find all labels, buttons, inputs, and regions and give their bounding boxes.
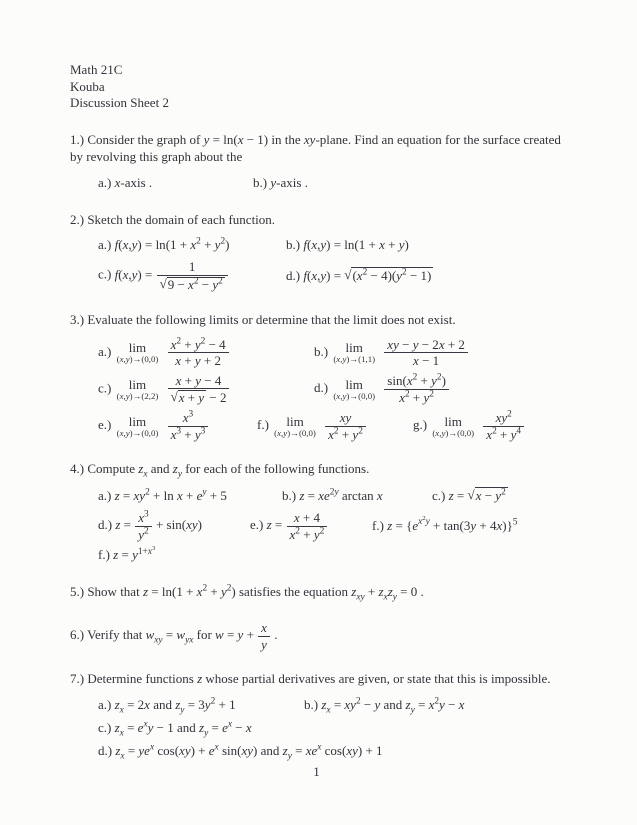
items-row — [98, 487, 563, 505]
items-row — [98, 175, 563, 192]
document-header — [70, 62, 563, 112]
problem-item: c.) $z = √x - y^2$ — [432, 487, 506, 504]
problem-1 — [70, 132, 563, 192]
problem-item: a.) lim (x,y)→(0,0) $\frac{x^2 + y^2 - 4}{x + y + 2}$ — [98, 338, 314, 368]
problem-item: f.) lim (x,y)→(0,0) $\frac{xy}{x^2 + y^2}$ — [257, 411, 413, 441]
problem-statement: 6.) Verify that $w_{xy} = w_{yx}$ for w = y + $\frac{x}{y}$ . — [70, 620, 278, 652]
items-row — [98, 237, 563, 254]
problem-statement: 1.) Consider the graph of y = ln(x − 1) in the xy-plane. Find an equation for the surface created by revolving this graph about the — [70, 131, 561, 164]
problem-item: a.) $z = xy^2 + \ln x + e^y + 5$ — [98, 487, 227, 503]
problem-item: b.) $z_x = xy^2 - y$ and $z_y = x^2y - x$ — [304, 697, 465, 716]
problem-item: d.) lim (x,y)→(0,0) $\frac{\sin(x^2 + y^2)}{x^2 + y^2}$ — [314, 374, 563, 404]
items-row — [98, 720, 563, 737]
problem-item: d.) $f(x,y) = √(x^2 - 4)(y^2 - 1)$ — [286, 267, 432, 284]
problem-item: g.) lim (x,y)→(0,0) $\frac{xy^2}{x^2 + y^4}$ — [413, 411, 563, 441]
problem-5 — [70, 584, 563, 601]
header-instructor: Kouba — [70, 78, 105, 94]
problem-item: e.) z = $\frac{x + 4}{x^2 + y^2}$ — [250, 511, 372, 541]
problem-item: f.) $z = \{e^{x^2y} + \tan(3y + 4x)\}^5$ — [372, 515, 518, 533]
items-row — [98, 544, 563, 564]
items-row — [98, 697, 563, 714]
problem-4 — [70, 461, 563, 564]
problem-items — [70, 697, 563, 760]
items-row — [98, 743, 563, 760]
problem-7 — [70, 671, 563, 760]
problem-item: c.) f(x,y) = $\frac{1}{√9 - x^2 - y^2}$ — [98, 260, 286, 291]
problem-item: a.) $z_x = 2x$ and $z_y = 3y^2 + 1$ — [98, 697, 236, 716]
problem-statement: 4.) Compute $z_x$ and $z_y$ for each of the following functions. — [70, 461, 370, 480]
problem-2 — [70, 212, 563, 292]
problem-statement: 2.) Sketch the domain of each function. — [70, 211, 276, 227]
problem-item: a.) $f(x,y) = \ln(1 + x^2 + y^2)$ — [98, 237, 230, 253]
items-row — [98, 260, 563, 291]
problem-item: e.) lim (x,y)→(0,0) $\frac{x^3}{x^3 + y^3}$ — [98, 411, 257, 441]
problem-statement: 3.) Evaluate the following limits or determine that the limit does not exist. — [70, 311, 456, 327]
problem-item: b.) $z = xe^{2y}$ arctan x — [282, 487, 383, 503]
problem-item: c.) $z_x = e^xy - 1$ and $z_y = e^x - x$ — [98, 719, 252, 739]
problem-items — [70, 338, 563, 442]
problem-statement: 5.) Show that $z = \ln(1 + x^2 + y^2)$ satisfies the equation $z_{xy} + z_xz_y = 0$ . — [70, 583, 424, 603]
items-row — [98, 511, 563, 541]
items-row — [98, 411, 563, 441]
problem-item: f.) $z = y^{1+x^3}$ — [98, 544, 156, 563]
header-course: Math 21C — [70, 62, 123, 77]
problem-item: a.) x-axis . — [98, 174, 153, 190]
problem-6 — [70, 621, 563, 651]
problem-item: b.) f(x,y) = ln(1 + x + y) — [286, 237, 409, 253]
problem-3 — [70, 312, 563, 442]
problem-item: b.) y-axis . — [253, 174, 308, 190]
problem-item: d.) z = $\frac{x^3}{y^2}$ + sin(xy) — [98, 509, 202, 542]
problem-item: b.) lim (x,y)→(1,1) $\frac{xy - y - 2x + 2}{x - 1}$ — [314, 338, 563, 368]
page-number: 1 — [313, 764, 320, 780]
problem-items — [70, 175, 563, 192]
items-row — [98, 374, 563, 405]
header-sheet-title: Discussion Sheet 2 — [70, 95, 169, 111]
items-row — [98, 338, 563, 368]
problem-item: d.) $z_x = ye^x$ $\cos(xy) + e^x$ sin(xy) and $z_y = xe^x$ cos(xy) + 1 — [98, 742, 383, 762]
problem-items — [70, 237, 563, 291]
problem-statement: 7.) Determine functions z whose partial derivatives are given, or state that this is impossible. — [70, 671, 551, 687]
problem-item: c.) lim (x,y)→(2,2) $\frac{x + y - 4}{√x + y - 2}$ — [98, 374, 314, 405]
problem-items — [70, 487, 563, 564]
